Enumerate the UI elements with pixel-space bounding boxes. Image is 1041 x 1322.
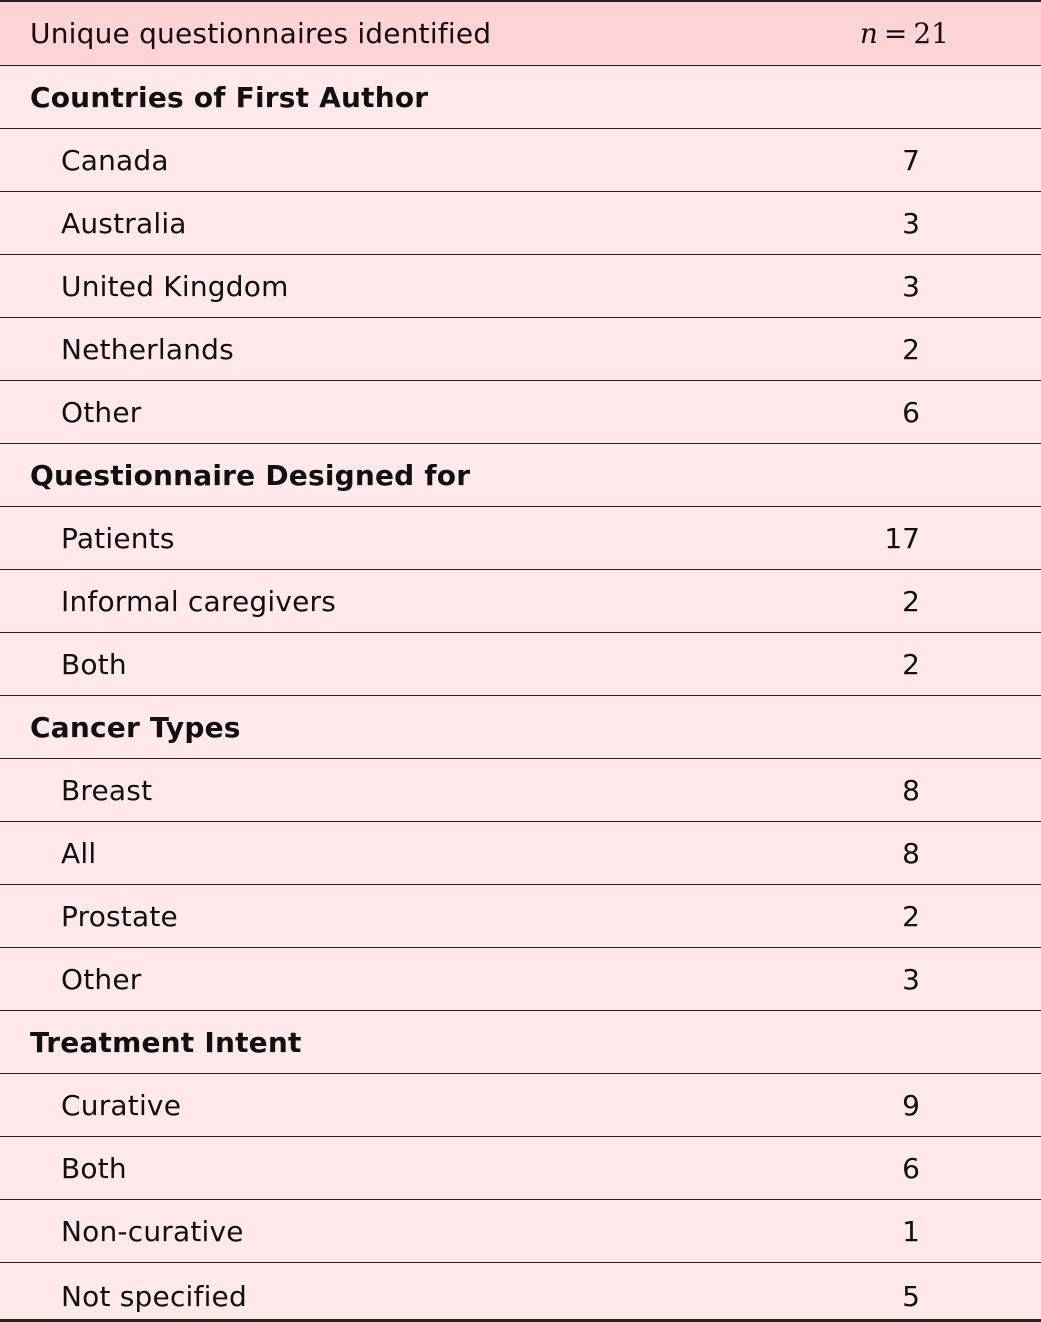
row-label: Prostate [61, 899, 178, 933]
table-row [0, 1074, 1041, 1137]
row-label: Other [61, 962, 142, 996]
row-value: 1 [902, 1214, 920, 1248]
section-title: Questionnaire Designed for [30, 458, 471, 492]
table-row [0, 1200, 1041, 1263]
section-row-cancer-types [0, 696, 1041, 759]
row-value: 6 [902, 395, 920, 429]
row-label: Both [61, 1151, 127, 1185]
row-label: Informal caregivers [61, 584, 337, 618]
table-row [0, 507, 1041, 570]
row-label: All [61, 836, 97, 870]
row-value: 17 [884, 521, 920, 555]
row-value: 5 [902, 1280, 920, 1313]
row-value: 2 [902, 584, 920, 618]
row-value: 7 [902, 143, 920, 177]
header-label: Unique questionnaires identified [30, 17, 492, 50]
row-label: Australia [61, 206, 187, 240]
table-row [0, 948, 1041, 1011]
table-row [0, 759, 1041, 822]
header-count-value: 21 [913, 17, 949, 50]
row-label: Breast [61, 773, 153, 807]
table-row [0, 192, 1041, 255]
section-row-treatment-intent [0, 1011, 1041, 1074]
table-row [0, 885, 1041, 948]
row-value: 3 [902, 269, 920, 303]
row-label: Both [61, 647, 127, 681]
header-count [860, 17, 949, 50]
row-value: 6 [902, 1151, 920, 1185]
row-label: Canada [61, 143, 169, 177]
table-row [0, 633, 1041, 696]
section-row-designed-for [0, 444, 1041, 507]
row-label: Not specified [61, 1280, 247, 1313]
table-row [0, 1263, 1041, 1322]
row-value: 3 [902, 962, 920, 996]
row-label: Curative [61, 1088, 182, 1122]
row-value: 2 [902, 332, 920, 366]
section-row-countries [0, 66, 1041, 129]
table-header-row [0, 2, 1041, 66]
row-value: 2 [902, 899, 920, 933]
row-value: 3 [902, 206, 920, 240]
row-label: Non-curative [61, 1214, 244, 1248]
section-title: Cancer Types [30, 710, 241, 744]
n-symbol: n [859, 17, 878, 50]
row-label: Patients [61, 521, 175, 555]
section-title: Treatment Intent [30, 1025, 302, 1059]
table-row [0, 381, 1041, 444]
row-label: Netherlands [61, 332, 234, 366]
equals-sign: = [883, 17, 908, 50]
row-value: 2 [902, 647, 920, 681]
table-row [0, 318, 1041, 381]
row-value: 8 [902, 773, 920, 807]
section-title: Countries of First Author [30, 80, 429, 114]
table-row [0, 822, 1041, 885]
row-value: 9 [902, 1088, 920, 1122]
row-label: Other [61, 395, 142, 429]
table-row [0, 570, 1041, 633]
table-row [0, 1137, 1041, 1200]
table-row [0, 255, 1041, 318]
table-row [0, 129, 1041, 192]
row-value: 8 [902, 836, 920, 870]
row-label: United Kingdom [61, 269, 289, 303]
